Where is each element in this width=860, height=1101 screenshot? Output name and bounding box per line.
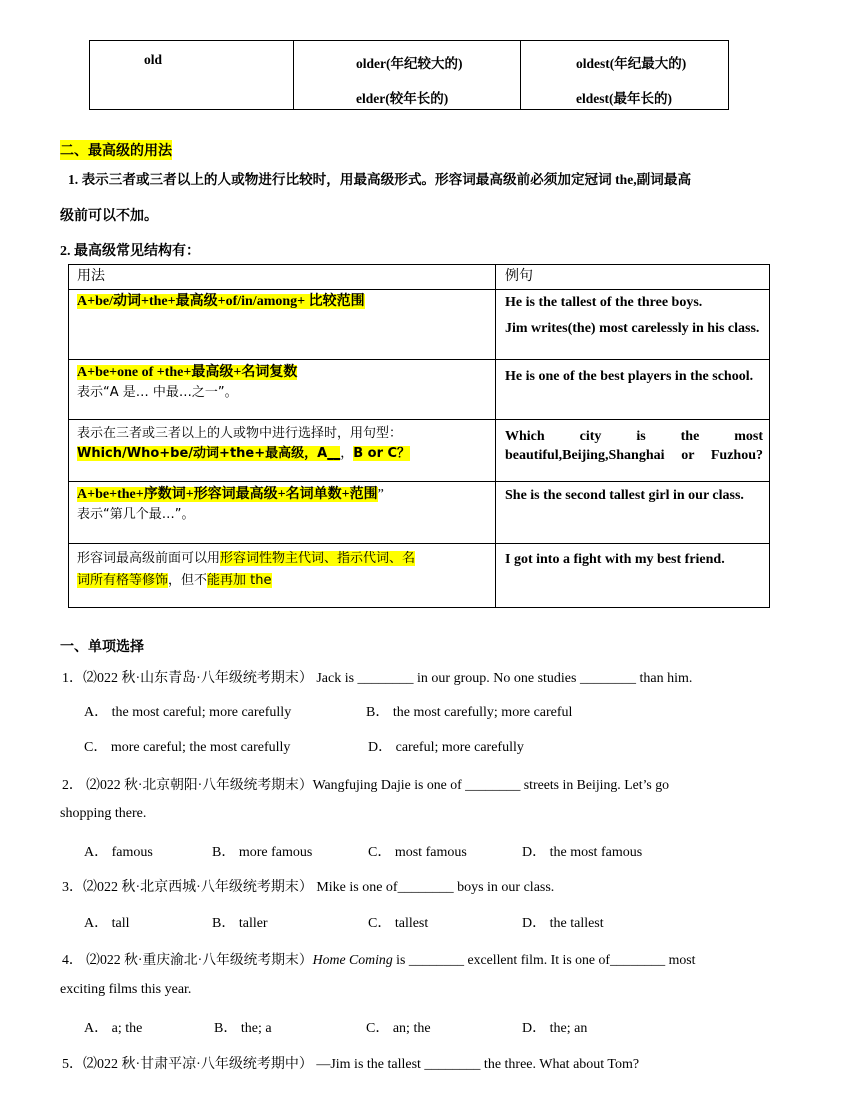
question-2-cont: shopping there. (60, 806, 147, 821)
example-row-1: He is the tallest of the three boys. (505, 295, 703, 310)
example-row-5: I got into a fight with my best friend. (505, 552, 725, 567)
table-divider (495, 265, 496, 607)
usage-table (68, 264, 770, 608)
comparative-cell: elder(较年长的) (356, 91, 449, 106)
option-d[interactable]: D． the; an (522, 1021, 588, 1036)
option-a[interactable]: A． the most careful; more carefully (84, 705, 292, 720)
option-d[interactable]: D． careful; more carefully (368, 740, 524, 755)
question-4-cont: exciting films this year. (60, 982, 192, 997)
usage-highlight: 形容词性物主代词、指示代词、名 (220, 551, 416, 566)
table-divider (520, 41, 521, 109)
table-divider (69, 543, 769, 544)
question-3: 3．⑵022 秋·北京西城·八年级统考期末） Mike is one of________ boys in our class. (62, 880, 555, 895)
usage-row-5 (77, 548, 487, 592)
table-divider (69, 359, 769, 360)
question-5: 5．⑵022 秋·甘肃平凉·八年级统考期中） —Jim is the tallest ________ the three. What about Tom? (62, 1057, 640, 1072)
option-c[interactable]: C． an; the (366, 1021, 431, 1036)
usage-note: 表示“A 是… 中最…之一”。 (77, 385, 238, 400)
question-source: 4． ⑵022 秋·重庆渝北·八年级统考期末） (62, 952, 313, 967)
option-c[interactable]: C． tallest (368, 916, 429, 931)
rule-point-2: 2. 最高级常见结构有： (60, 244, 200, 259)
usage-quote: ” (377, 487, 384, 502)
usage-note: ，但不 (168, 573, 208, 588)
option-c[interactable]: C． most famous (368, 845, 467, 860)
question-2: 2． ⑵022 秋·北京朝阳·八年级统考期末）Wangfujing Dajie is one of ________ streets in Beijing. Let’s go (62, 777, 670, 792)
usage-formula: A+be+the+序数词+形容词最高级+名词单数+范围 (77, 487, 378, 502)
usage-row-3 (77, 424, 410, 464)
question-text: is ________ excellent film. It is one of________ most (392, 952, 696, 967)
usage-formula: A+be+one of +the+最高级+名词复数 (77, 365, 298, 380)
usage-note: 表示在三者或三者以上的人或物中进行选择时，用句型： (77, 426, 403, 441)
question-4 (62, 948, 695, 968)
answer-blank: __ (327, 446, 341, 461)
film-title: Home Coming (312, 952, 393, 967)
rule-point-1: 1. 表示三者或三者以上的人或物进行比较时，用最高级形式。形容词最高级前必须加定冠词 the,副词最高 (68, 172, 692, 187)
section-heading: 二、最高级的用法 (60, 140, 172, 160)
option-b[interactable]: B． taller (212, 916, 268, 931)
header-usage: 用法 (77, 269, 105, 284)
option-c[interactable]: C． more careful; the most carefully (84, 740, 291, 755)
option-d[interactable]: D． the most famous (522, 845, 643, 860)
example-row-1b: Jim writes(the) most carelessly in his class. (505, 321, 760, 336)
option-a[interactable]: A． famous (84, 845, 153, 860)
exercise-heading: 一、单项选择 (60, 640, 144, 655)
comparison-table (89, 40, 729, 110)
usage-note: 形容词最高级前面可以用 (77, 551, 221, 566)
table-divider (69, 419, 769, 420)
usage-row-2 (77, 363, 297, 403)
question-1: 1．⑵022 秋·山东青岛·八年级统考期末） Jack is ________ in our group. No one studies ________ than him. (62, 671, 693, 686)
option-b[interactable]: B． more famous (212, 845, 313, 860)
usage-separator: ， (340, 446, 354, 461)
option-d[interactable]: D． the tallest (522, 916, 604, 931)
header-example: 例句 (505, 269, 533, 284)
option-a[interactable]: A． tall (84, 916, 130, 931)
usage-highlight: 词所有格等修饰 (77, 573, 169, 588)
example-row-3: Which city is the most beautiful,Beijing,Shanghai or Fuzhou? (505, 429, 763, 463)
usage-formula: B or C？ (353, 446, 411, 461)
superlative-cell: eldest(最年长的) (576, 91, 672, 106)
usage-formula: A+be/动词+the+最高级+of/in/among+ 比较范围 (77, 294, 365, 309)
option-a[interactable]: A． a; the (84, 1021, 143, 1036)
example-row-4: She is the second tallest girl in our class. (505, 488, 744, 503)
usage-formula: Which/Who+be/动词+the+最高级，A (77, 446, 328, 461)
usage-row-1 (77, 292, 365, 312)
word-cell: old (144, 52, 163, 67)
rule-point-1-cont: 级前可以不加。 (60, 209, 158, 224)
superlative-cell: oldest(年纪最大的) (576, 56, 687, 71)
option-b[interactable]: B． the most carefully; more careful (366, 705, 573, 720)
usage-note: 表示“第几个最…”。 (77, 507, 195, 522)
example-row-2: He is one of the best players in the school. (505, 369, 754, 384)
table-divider (69, 481, 769, 482)
usage-highlight: 能再加 the (207, 573, 272, 588)
usage-row-4 (77, 485, 384, 525)
table-divider (293, 41, 294, 109)
table-divider (69, 289, 769, 290)
option-b[interactable]: B． the; a (214, 1021, 272, 1036)
comparative-cell: older(年纪较大的) (356, 56, 463, 71)
